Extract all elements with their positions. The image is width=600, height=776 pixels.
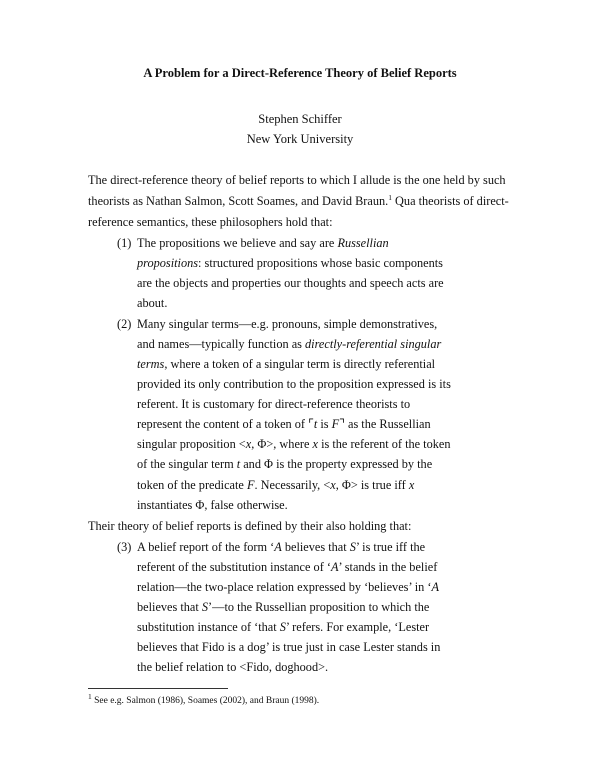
footnote-divider xyxy=(88,688,228,689)
item-2-line-3: terms, where a token of a singular term is directly referential xyxy=(137,357,436,371)
footnote-text: See e.g. Salmon (1986), Soames (2002), and Braun (1998). xyxy=(91,696,320,706)
intro-line-2: theorists as Nathan Salmon, Scott Soames, and David Braun.$^1$ Qua theorists of direct- xyxy=(88,192,509,208)
transition-sentence: Their theory of belief reports is defined by their also holding that: xyxy=(88,519,412,533)
footnote-reference: 1 xyxy=(388,192,392,202)
paper-title: A Problem for a Direct-Reference Theory of Belief Reports xyxy=(143,66,457,80)
item-2-line-5: referent. It is customary for direct-reference theorists to xyxy=(137,397,411,411)
item-1-line-1: The propositions we believe and say are Russellian xyxy=(137,236,389,250)
item-3-line-6: believes that Fido is a dog’ is true just in case Lester stands in xyxy=(137,640,441,654)
intro-line-3: reference semantics, these philosophers hold that: xyxy=(88,215,333,229)
footnote xyxy=(88,691,320,706)
item-2-line-2: and names—typically function as directly-referential singular xyxy=(137,337,442,351)
item-2-line-9: token of the predicate F. Necessarily, <x, Φ> is true iff x xyxy=(137,478,415,492)
item-2-line-4: provided its only contribution to the proposition expressed is its xyxy=(137,377,451,391)
intro-line-1: The direct-reference theory of belief reports to which I allude is the one held by such xyxy=(88,173,506,187)
item-2-line-6: represent the content of a token of ⌜t is F⌝ as the Russellian xyxy=(137,417,431,431)
item-1-number: (1) xyxy=(117,236,132,250)
item-2-number: (2) xyxy=(117,317,132,331)
item-2-line-8: of the singular term t and Φ is the property expressed by the xyxy=(137,457,433,471)
author-affiliation: New York University xyxy=(246,132,354,146)
item-2-line-7: singular proposition <x, Φ>, where x is the referent of the token xyxy=(137,437,451,451)
item-2-line-10: instantiates Φ, false otherwise. xyxy=(137,498,288,512)
item-3-line-1: A belief report of the form ‘A believes that S’ is true iff the xyxy=(137,540,426,554)
item-3-line-3: relation—the two-place relation expressed by ‘believes’ in ‘A xyxy=(137,580,439,594)
item-1-line-4: about. xyxy=(137,296,168,310)
item-3-number: (3) xyxy=(117,540,132,554)
item-2-line-1: Many singular terms—e.g. pronouns, simple demonstratives, xyxy=(137,317,438,331)
item-1-line-3: are the objects and properties our thoughts and speech acts are xyxy=(137,276,444,290)
item-3-line-7: the belief relation to <Fido, doghood>. xyxy=(137,660,329,674)
footnote-mark: 1 xyxy=(88,691,92,701)
author-name: Stephen Schiffer xyxy=(258,112,342,126)
item-3-line-2: referent of the substitution instance of ‘A’ stands in the belief xyxy=(137,560,438,574)
item-3-line-5: substitution instance of ‘that S’ refers. For example, ‘Lester xyxy=(137,620,430,634)
item-1-line-2: propositions: structured propositions whose basic components xyxy=(137,256,443,270)
item-3-line-4: believes that S’—to the Russellian proposition to which the xyxy=(137,600,430,614)
